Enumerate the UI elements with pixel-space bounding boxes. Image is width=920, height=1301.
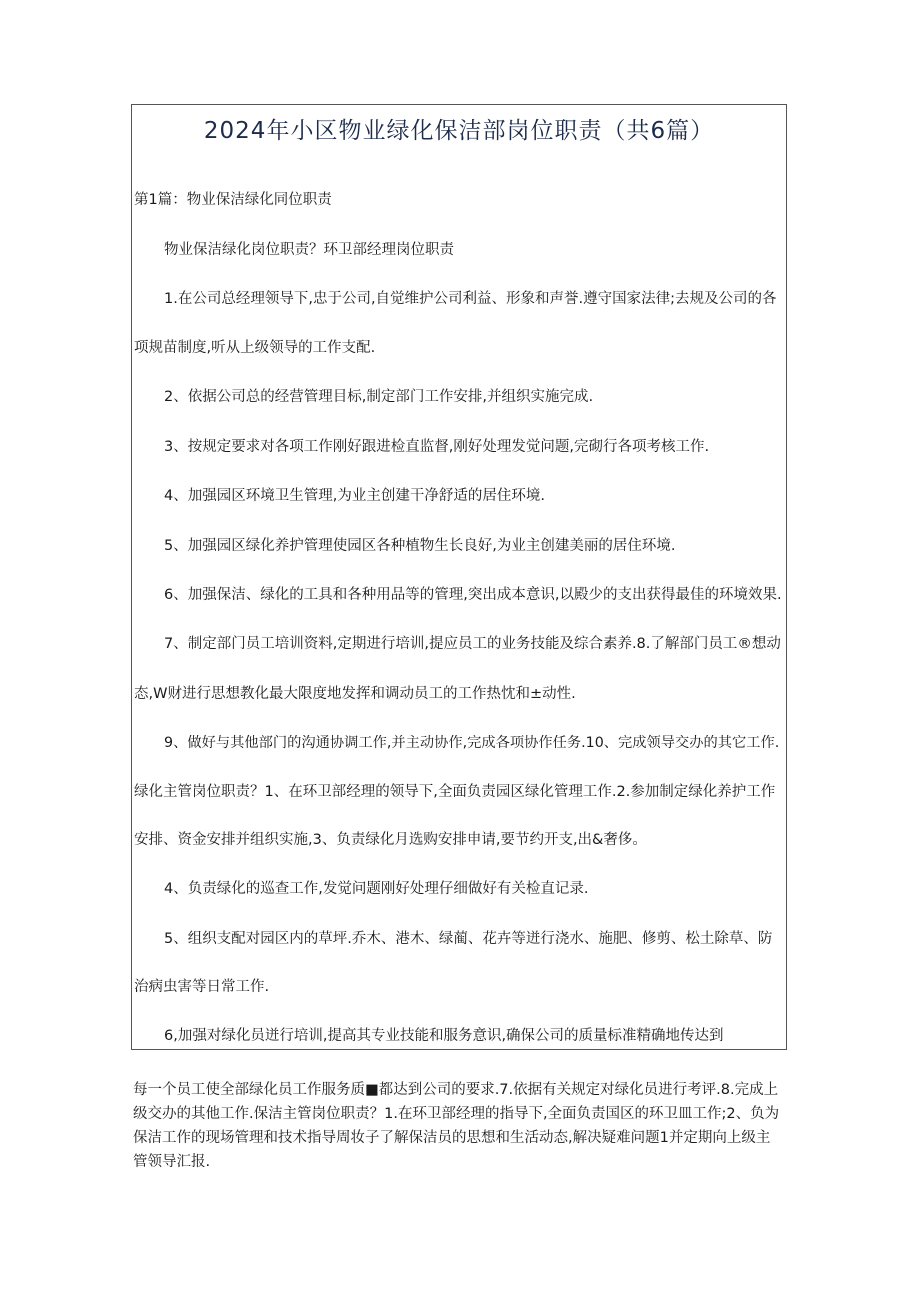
paragraph-line: 安排、资金安排并组织实施,3、负责绿化月选购安排申请,要节约开支,出&奢侈。 (134, 832, 647, 848)
paragraph-line: 每一个员工使全部绿化员工作服务质■都达到公司的要求.7.依据有关规定对绿化员进行考评.8.完成上 (133, 1082, 779, 1098)
paragraph-line: 绿化主管岗位职责？1、在环卫部经理的领导下,全面负责园区绿化管理工作.2.参加制定绿化养护工作 (134, 784, 776, 800)
paragraph-line: 6,加强对绿化员迸行培训,提高其专业技能和服务意识,确保公司的质量标准精确地传达到 (164, 1028, 724, 1044)
paragraph-line: 5、加强园区绿化养护管理使园区各种植物生长良好,为业主创建美丽的居住环境. (164, 538, 676, 554)
paragraph-line: 项规苗制度,听从上级领导的工作支配. (134, 340, 376, 356)
paragraph-line: 4、负责绿化的巡查工作,发觉问题刚好处理仔细做好有关检直记录. (164, 881, 589, 897)
continuation-paragraph (133, 1078, 789, 1174)
paragraph-line: 态,W财进行思想教化最大限度地发挥和调动员工的工作热忱和±动性. (134, 686, 576, 702)
paragraph-line: 1.在公司总经理领导下,忠于公司,自觉维护公司利益、形象和声誉.遵守国家法律;去规及公司的各 (164, 291, 777, 307)
document-title: 2024年小区物业绿化保洁部岗位职责（共6篇） (203, 118, 715, 144)
paragraph-line: 7、制定部门员工培训资料,定期进行培训,提应员工的业务技能及综合素养.8.了解部门员工®想动 (164, 636, 781, 652)
paragraph-line: 3、按规定要求对各项工作刚好跟进检直监督,刚好处理发觉问题,完砌行各项考核工作. (164, 439, 710, 455)
paragraph-line: 4、加强园区环境卫生管理,为业主创建干净舒适的居住环境. (164, 488, 545, 504)
paragraph-line: 管领导汇报. (133, 1154, 211, 1170)
paragraph-line: 级交办的其他工作.保洁主管岗位职责？1.在环卫部经理的指导下,全面负责国区的环卫皿工作;2、负为 (133, 1106, 780, 1122)
paragraph-line: 6、加强保洁、绿化的工具和各种用品等的管理,突出成本意识,以殿少的支出获得最佳的环境效果. (164, 587, 782, 603)
paragraph-line: 2、依据公司总的经营管理目标,制定部门工作安排,并组织实施完成. (164, 389, 594, 405)
section-heading: 第1篇：物业保洁绿化同位职责 (134, 192, 332, 208)
paragraph-line: 治病虫害等日常工作. (134, 979, 270, 995)
paragraph-line: 物业保洁绿化岗位职责？环卫部经理岗位职责 (164, 242, 454, 258)
paragraph-line: 保洁工作的现场管理和技术指导周妆子了解保洁员的思想和生活动态,解决疑难问题1并定期向上级主 (133, 1130, 771, 1146)
paragraph-line: 9、做好与其他部门的沟通协调工作,并主动协作,完成各项协作任务.10、完成领导交办的其它工作. (164, 735, 780, 751)
paragraph-line: 5、组织支配对园区内的草坪.乔木、港木、绿蔺、花卉等迸行浇水、施肥、修剪、松土除草、防 (164, 931, 773, 947)
